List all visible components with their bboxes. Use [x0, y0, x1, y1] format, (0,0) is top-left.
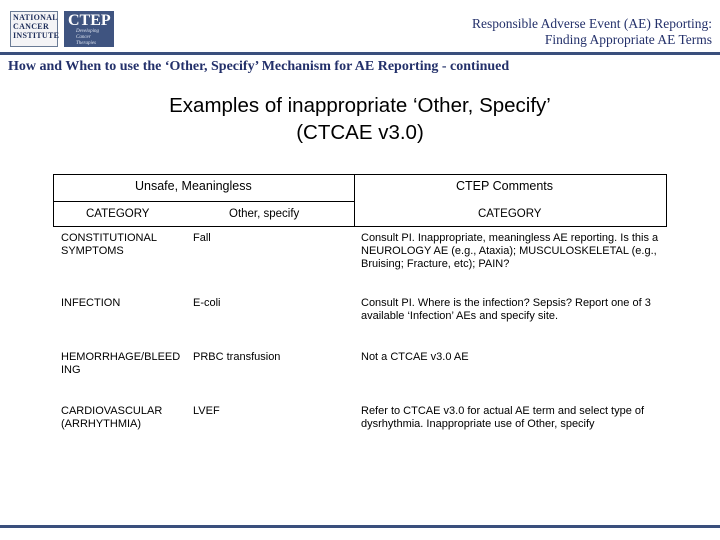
cell-comment: Refer to CTCAE v3.0 for actual AE term and select type of dysrhythmia. Inappropriate use of Other, specify — [361, 405, 645, 430]
column-header-comment-category: CATEGORY — [478, 208, 542, 220]
cell-category: CARDIOVASCULAR (ARRHYTHMIA) — [61, 405, 163, 430]
header-divider — [0, 52, 720, 55]
slide-title-line1: Examples of inappropriate ‘Other, Specify’ — [169, 94, 551, 117]
grid-divider-vertical — [354, 175, 355, 226]
cell-category: HEMORRHAGE/BLEEDING — [61, 351, 181, 376]
column-header-category: CATEGORY — [86, 208, 150, 220]
ctep-logo-tagline: Developing Cancer Therapies — [76, 29, 100, 46]
ctep-logo — [64, 11, 114, 47]
cell-comment: Consult PI. Where is the infection? Sepsis? Report one of 3 available ‘Infection’ AEs and specify site. — [361, 297, 651, 322]
column-header-other-specify: Other, specify — [229, 208, 300, 220]
cell-category: CONSTITUTIONAL SYMPTOMS — [61, 232, 157, 257]
cell-comment: Consult PI. Inappropriate, meaningless AE reporting. Is this a NEUROLOGY AE (e.g., Ataxia); MUSCULOSKELETAL (e.g., Bruising; Fracture, etc); PAIN? — [361, 232, 659, 270]
header-logos — [10, 11, 114, 49]
group-header-ctep-comments: CTEP Comments — [456, 179, 554, 193]
group-header-unsafe: Unsafe, Meaningless — [135, 179, 252, 193]
slide-title-line2: (CTCAE v3.0) — [296, 121, 424, 144]
grid-divider-horizontal — [54, 201, 354, 202]
ctep-logo-title: CTEP — [68, 12, 111, 29]
page-subtitle: How and When to use the ‘Other, Specify’ Mechanism for AE Reporting - continued — [8, 59, 510, 74]
header-title-line1: Responsible Adverse Event (AE) Reporting: — [472, 16, 712, 31]
footer-divider — [0, 525, 720, 528]
cell-other-specify: Fall — [193, 232, 211, 244]
cell-other-specify: PRBC transfusion — [193, 351, 281, 363]
cell-category: INFECTION — [61, 297, 121, 309]
nci-logo: NATIONAL CANCER INSTITUTE — [10, 11, 58, 47]
cell-comment: Not a CTCAE v3.0 AE — [361, 351, 469, 363]
header-title-line2: Finding Appropriate AE Terms — [544, 32, 712, 47]
cell-other-specify: E-coli — [193, 297, 221, 309]
slide-title — [0, 92, 720, 146]
header-title — [472, 16, 712, 48]
cell-other-specify: LVEF — [193, 405, 220, 417]
